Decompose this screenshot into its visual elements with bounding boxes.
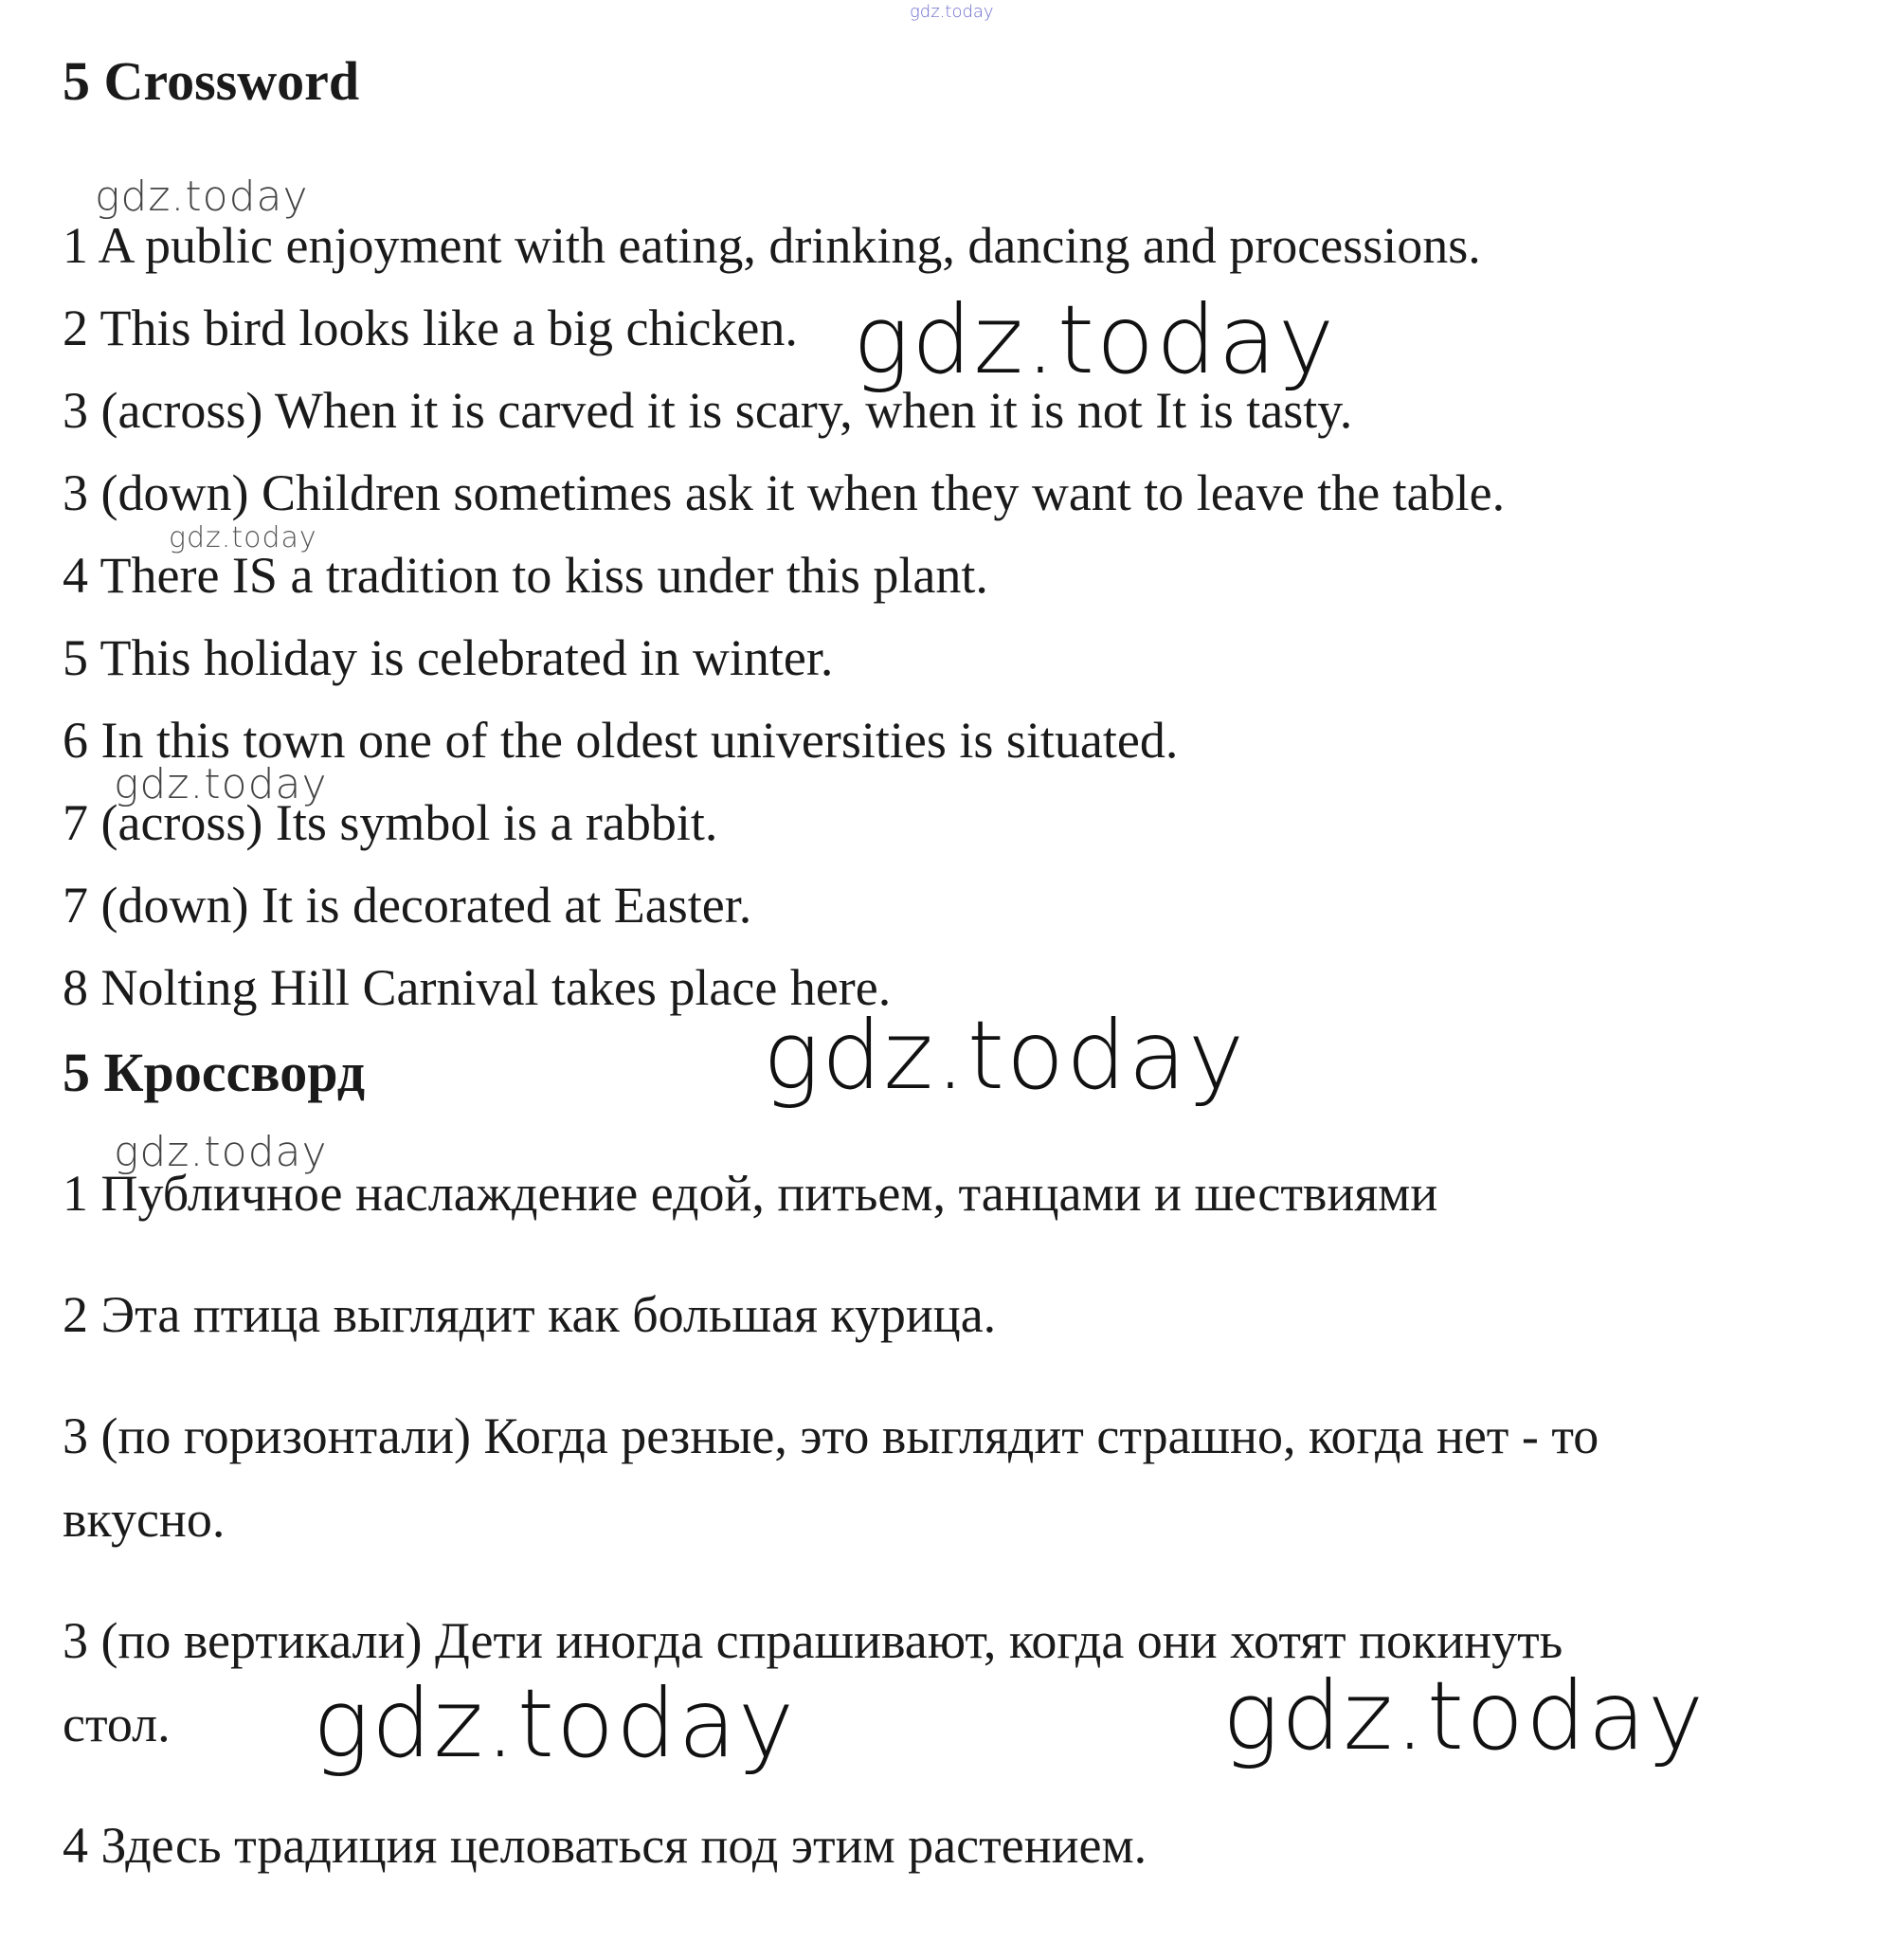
watermark: gdz.today [114,760,328,808]
watermark: gdz.today [114,1128,328,1176]
clue-en-7-down: 7 (down) It is decorated at Easter. [63,877,752,934]
watermark-large: gdz.today [763,1000,1247,1111]
clue-en-3-across: 3 (across) When it is carved it is scary, when it is not It is tasty. [63,382,1353,439]
clue-ru-2: 2 Эта птица выглядит как большая курица. [63,1286,997,1343]
watermark: gdz.today [95,172,309,221]
watermark-large: gdz.today [313,1668,797,1779]
clue-ru-3-down-cont: стол. [63,1696,171,1752]
clue-en-6: 6 In this town one of the oldest universities is situated. [63,712,1179,769]
watermark-top: gdz.today [910,2,994,22]
clue-en-2: 2 This bird looks like a big chicken. [63,299,798,356]
watermark: gdz.today [169,521,317,554]
crossword-heading-ru: 5 Кроссворд [63,1042,366,1103]
clue-en-1: 1 A public enjoyment with eating, drinking, dancing and processions. [63,217,1481,274]
clue-ru-4: 4 Здесь традиция целоваться под этим растением. [63,1817,1147,1874]
clue-ru-3-down: 3 (по вертикали) Дети иногда спрашивают, когда они хотят покинуть [63,1612,1563,1669]
clue-ru-1: 1 Публичное наслаждение едой, питьем, танцами и шествиями [63,1165,1438,1222]
watermark-large: gdz.today [853,284,1337,395]
clue-en-3-down: 3 (down) Children sometimes ask it when they want to leave the table. [63,464,1506,521]
clue-en-4: 4 There IS a tradition to kiss under this plant. [63,547,988,604]
watermark-large: gdz.today [1222,1661,1707,1771]
clue-ru-3-across: 3 (по горизонтали) Когда резные, это выглядит страшно, когда нет - то [63,1407,1599,1464]
crossword-heading-en: 5 Crossword [63,50,360,112]
clue-en-5: 5 This holiday is celebrated in winter. [63,629,834,686]
clue-en-8: 8 Nolting Hill Carnival takes place here. [63,959,892,1016]
clue-ru-3-across-cont: вкусно. [63,1491,226,1548]
clue-en-7-across: 7 (across) Its symbol is a rabbit. [63,794,718,851]
